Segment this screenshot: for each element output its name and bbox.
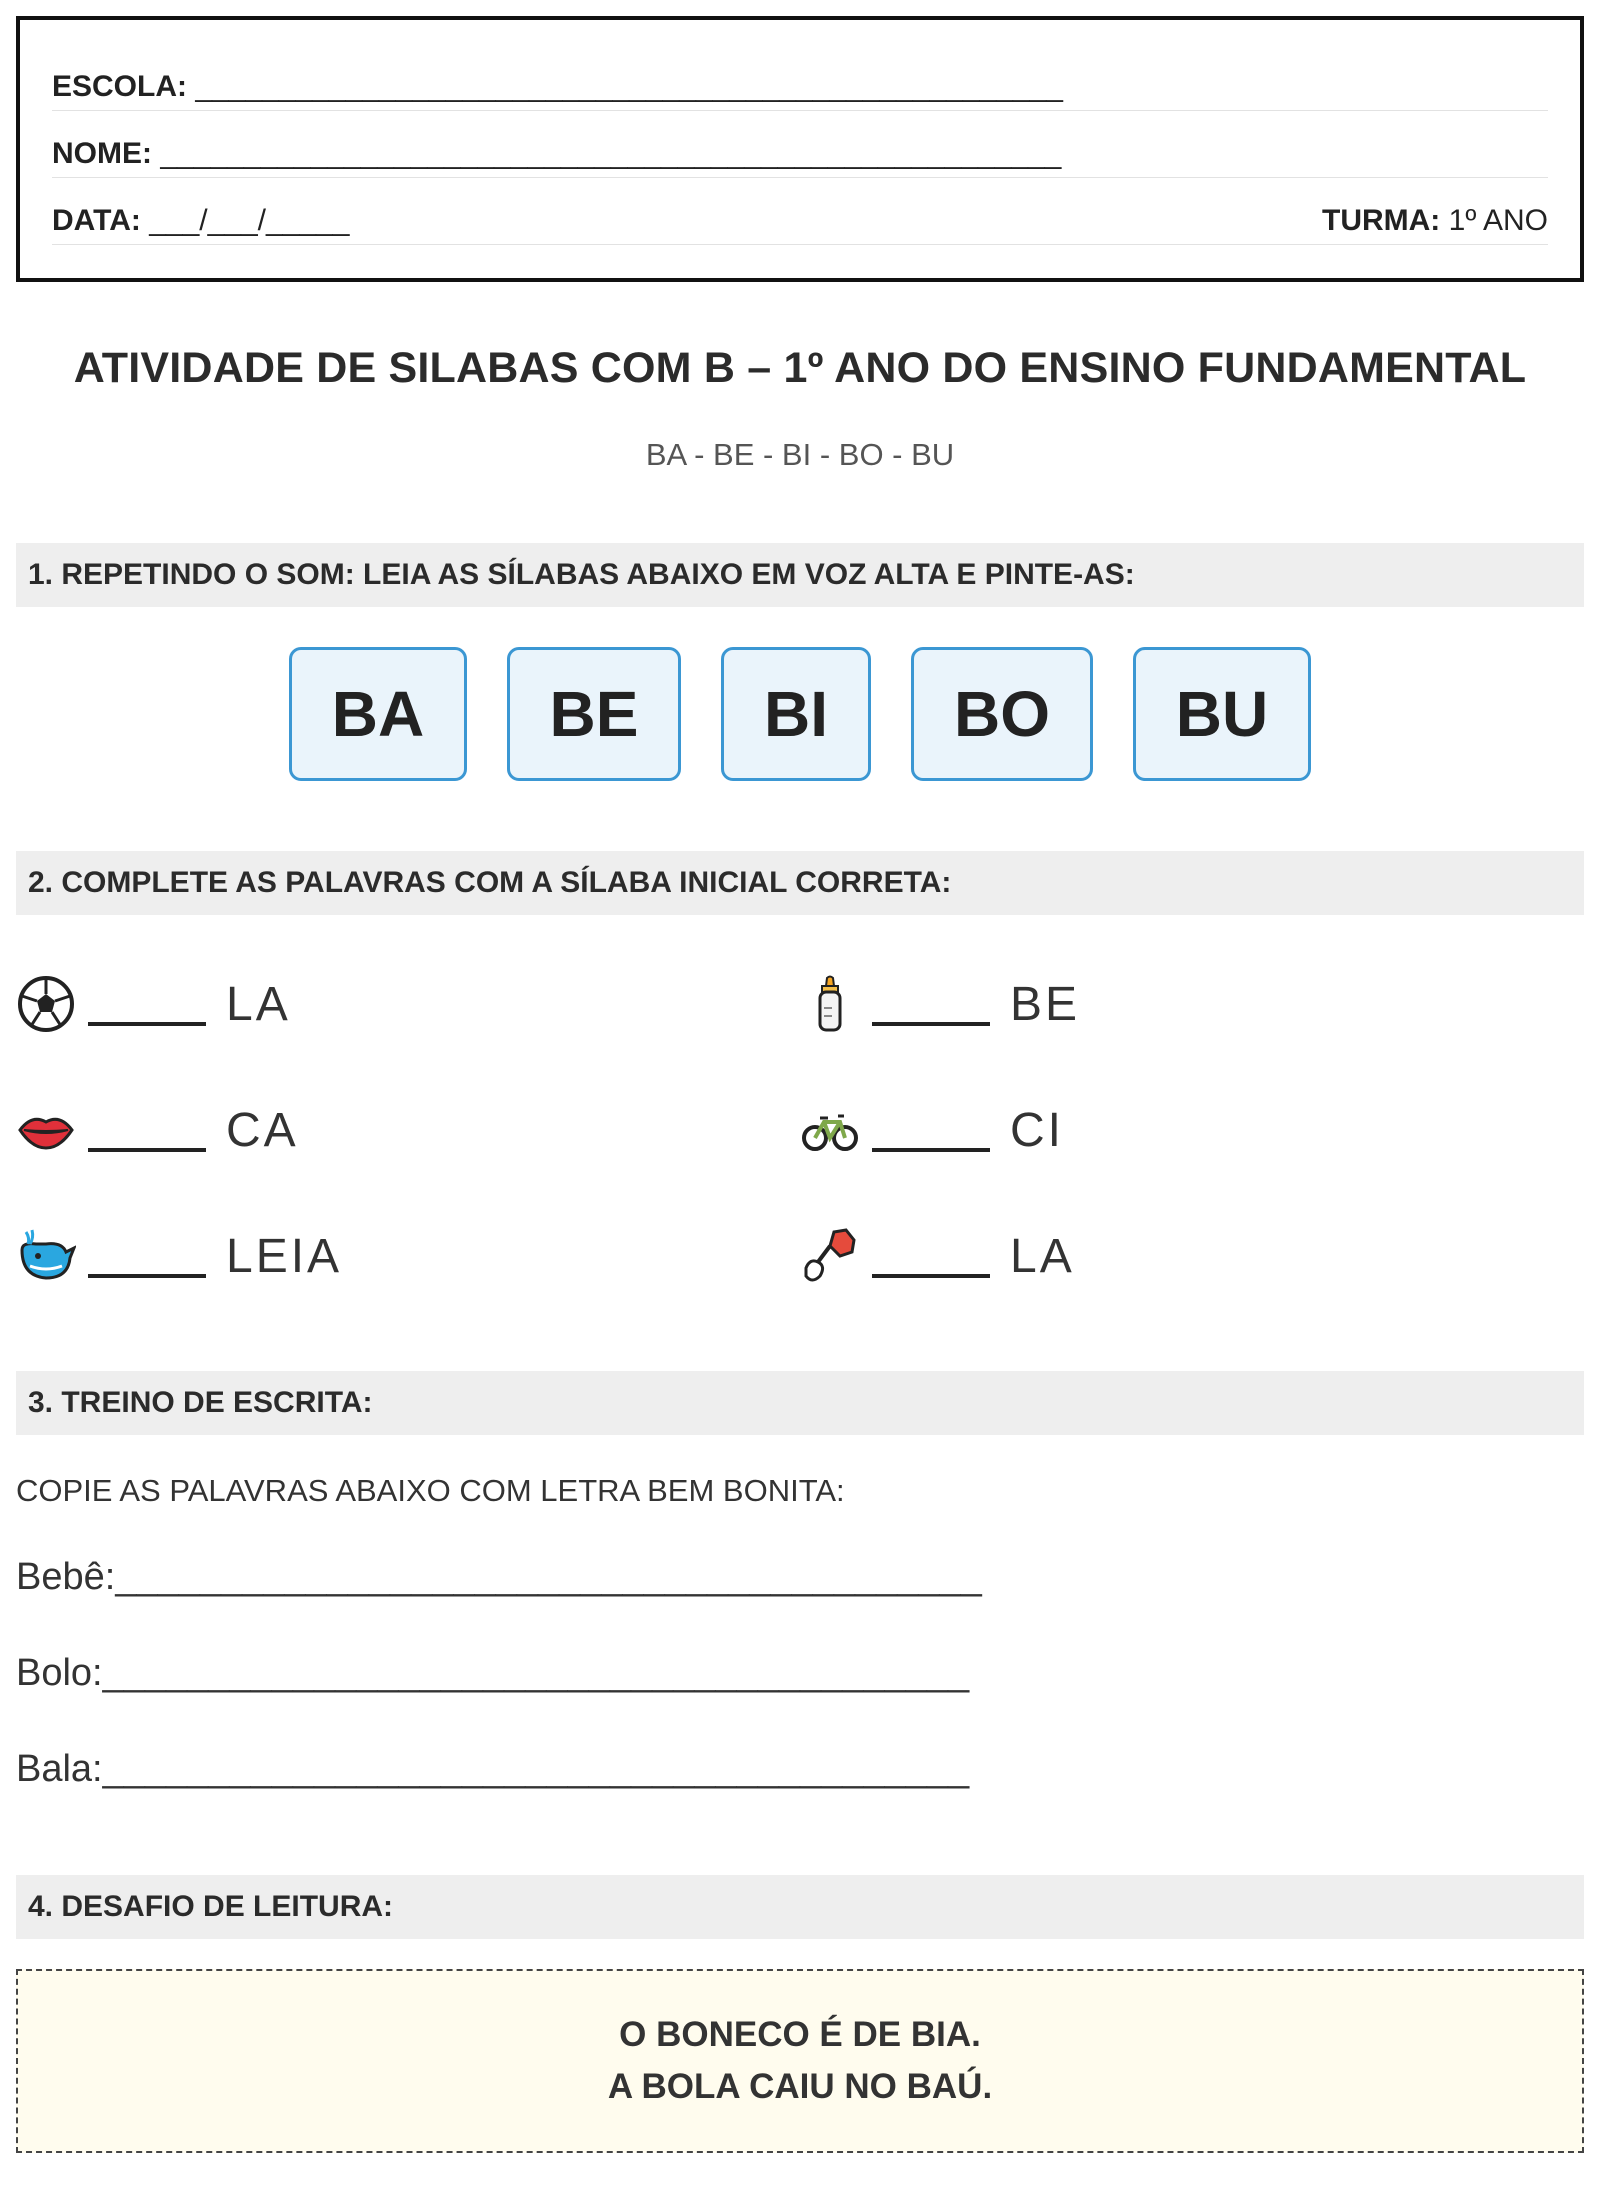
section4-heading: 4. DESAFIO DE LEITURA: <box>16 1875 1584 1939</box>
word-item-3 <box>16 1067 800 1193</box>
worksheet-page <box>16 16 1584 2153</box>
copy-row-bolo[interactable] <box>16 1625 1584 1721</box>
turma-label: TURMA: <box>1322 204 1441 237</box>
reading-challenge-box <box>16 1969 1584 2153</box>
copy-row-bala[interactable] <box>16 1721 1584 1817</box>
data-turma-row <box>52 178 1548 245</box>
section1-heading: 1. REPETINDO O SOM: LEIA AS SÍLABAS ABAIXO EM VOZ ALTA E PINTE-AS: <box>16 543 1584 607</box>
word-item-2 <box>800 941 1584 1067</box>
baby-bottle-icon <box>800 974 860 1034</box>
nome-label: NOME: <box>52 137 152 170</box>
answer-blank[interactable] <box>88 1234 206 1278</box>
page-subtitle: BA - BE - BI - BO - BU <box>645 437 955 472</box>
escola-label: ESCOLA: <box>52 70 187 103</box>
page-title: ATIVIDADE DE SILABAS COM B – 1º ANO DO ENSINO FUNDAMENTAL <box>73 344 1527 392</box>
section3-heading: 3. TREINO DE ESCRITA: <box>16 1371 1584 1435</box>
escola-row <box>52 44 1548 111</box>
word-item-6 <box>800 1193 1584 1319</box>
word-suffix: CA <box>226 1103 299 1157</box>
whale-icon <box>16 1226 76 1286</box>
data-line: ___/___/_____ <box>149 204 350 237</box>
copy-word: Bolo: <box>16 1651 103 1694</box>
reading-line-2: A BOLA CAIU NO BAÚ. <box>607 2067 993 2106</box>
copy-line[interactable]: _________________________________________ <box>115 1555 982 1598</box>
nome-line: ______________________________________________________ <box>160 137 1062 170</box>
copy-word: Bebê: <box>16 1555 116 1598</box>
syllable-box-ba[interactable]: BA <box>289 647 467 781</box>
candy-icon <box>800 1226 860 1286</box>
word-item-5 <box>16 1193 800 1319</box>
answer-blank[interactable] <box>872 1234 990 1278</box>
copy-rows <box>16 1529 1584 1817</box>
copy-line[interactable]: _________________________________________ <box>102 1747 970 1790</box>
word-item-4 <box>800 1067 1584 1193</box>
answer-blank[interactable] <box>872 1108 990 1152</box>
answer-blank[interactable] <box>88 1108 206 1152</box>
soccer-ball-icon <box>16 974 76 1034</box>
copy-instruction: COPIE AS PALAVRAS ABAIXO COM LETRA BEM BONITA: <box>16 1473 845 1508</box>
escola-line: ____________________________________________________ <box>195 70 1063 103</box>
turma-value: 1º ANO <box>1448 204 1548 237</box>
word-suffix: BE <box>1010 977 1081 1031</box>
word-suffix: LA <box>1010 1229 1075 1283</box>
complete-words-grid <box>16 941 1584 1319</box>
bicycle-icon <box>800 1100 860 1160</box>
syllable-box-bu[interactable]: BU <box>1133 647 1311 781</box>
word-suffix: LEIA <box>226 1229 343 1283</box>
copy-row-bebe[interactable] <box>16 1529 1584 1625</box>
answer-blank[interactable] <box>872 982 990 1026</box>
copy-line[interactable]: _________________________________________ <box>102 1651 970 1694</box>
syllable-box-bo[interactable]: BO <box>911 647 1093 781</box>
syllable-boxes <box>16 647 1584 781</box>
word-item-1 <box>16 941 800 1067</box>
answer-blank[interactable] <box>88 982 206 1026</box>
lips-icon <box>16 1100 76 1160</box>
nome-row <box>52 111 1548 178</box>
copy-word: Bala: <box>16 1747 103 1790</box>
reading-line-1: O BONECO É DE BIA. <box>619 2015 981 2054</box>
word-suffix: CI <box>1010 1103 1064 1157</box>
section2-heading: 2. COMPLETE AS PALAVRAS COM A SÍLABA INICIAL CORRETA: <box>16 851 1584 915</box>
word-suffix: LA <box>226 977 291 1031</box>
data-label: DATA: <box>52 204 141 237</box>
student-info-box <box>16 16 1584 282</box>
syllable-box-bi[interactable]: BI <box>721 647 871 781</box>
syllable-box-be[interactable]: BE <box>507 647 681 781</box>
